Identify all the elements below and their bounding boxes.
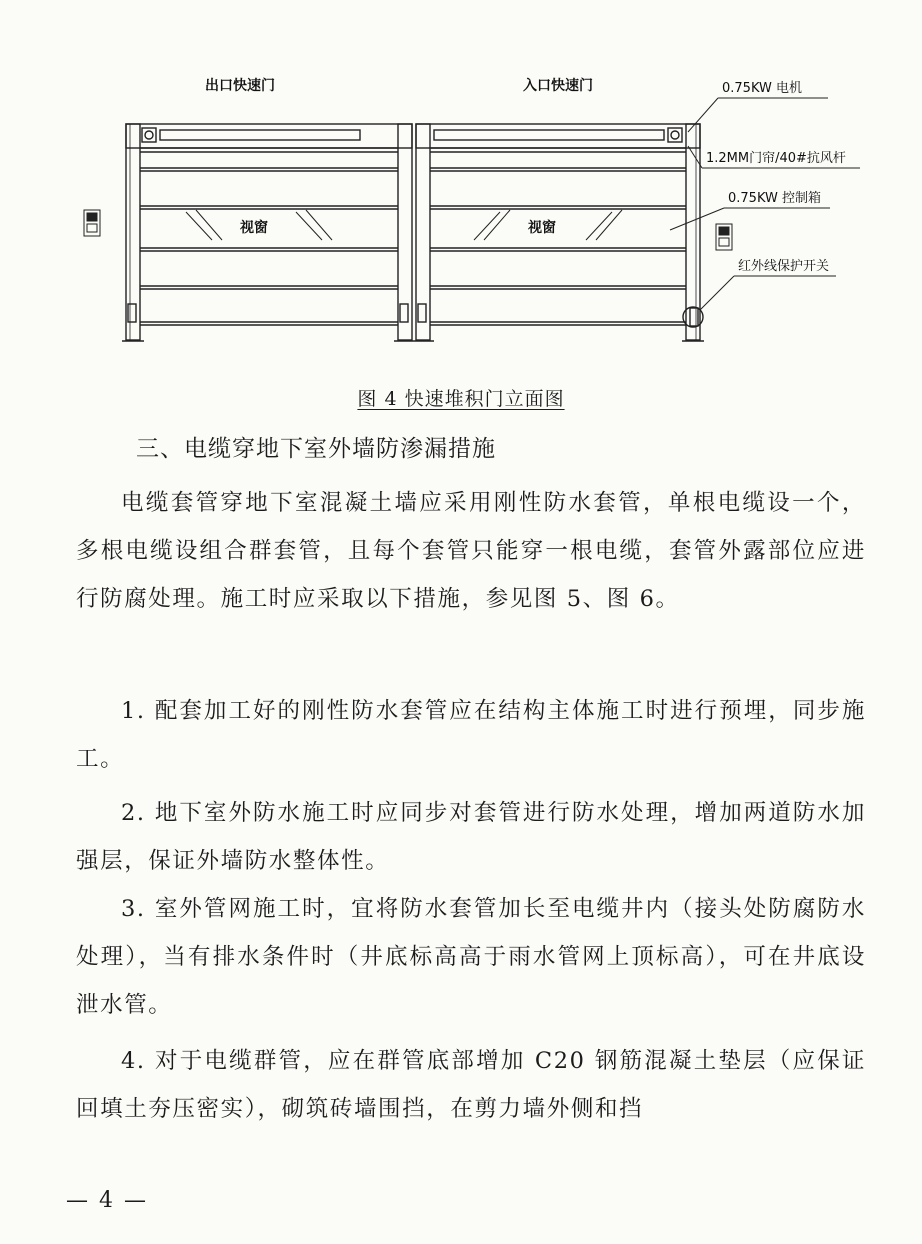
figure-caption-text: 图 4 快速堆积门立面图 (357, 388, 565, 410)
label-ir-switch: 红外线保护开关 (738, 259, 830, 274)
door-elevation-drawing (60, 60, 860, 360)
window-label-left: 视窗 (240, 220, 268, 236)
figure-caption (0, 384, 922, 411)
door-elevation-figure (60, 60, 860, 360)
paragraph-item-3: 3. 室外管网施工时，宜将防水套管加长至电缆井内（接头处防腐防水处理），当有排水条件时（井底标高高于雨水管网上顶标高），可在井底设泄水管。 (76, 896, 866, 1018)
paragraph-intro: 电缆套管穿地下室混凝土墙应采用刚性防水套管，单根电缆设一个，多根电缆设组合群套管，且每个套管只能穿一根电缆，套管外露部位应进行防腐处理。施工时应采取以下措施，参见图 5、图 6。 (76, 490, 866, 612)
section-heading: 三、电缆穿地下室外墙防渗漏措施 (136, 436, 496, 462)
label-motor: 0.75KW 电机 (722, 81, 802, 96)
paragraph-item-2: 2. 地下室外防水施工时应同步对套管进行防水处理，增加两道防水加强层，保证外墙防水整体性。 (76, 800, 866, 874)
label-curtain: 1.2MM门帘/40#抗风杆 (706, 151, 846, 166)
window-label-right: 视窗 (528, 220, 556, 236)
paragraph-item-4: 4. 对于电缆群管，应在群管底部增加 C20 钢筋混凝土垫层（应保证回填土夯压密实），砌筑砖墙围挡，在剪力墙外侧和挡 (76, 1048, 866, 1122)
paragraph-item-1: 1. 配套加工好的刚性防水套管应在结构主体施工时进行预埋，同步施工。 (76, 698, 866, 772)
label-entry-door: 入口快速门 (523, 78, 593, 94)
label-exit-door: 出口快速门 (205, 78, 275, 94)
label-control-box: 0.75KW 控制箱 (728, 191, 821, 206)
page-number: — 4 — (66, 1188, 148, 1213)
